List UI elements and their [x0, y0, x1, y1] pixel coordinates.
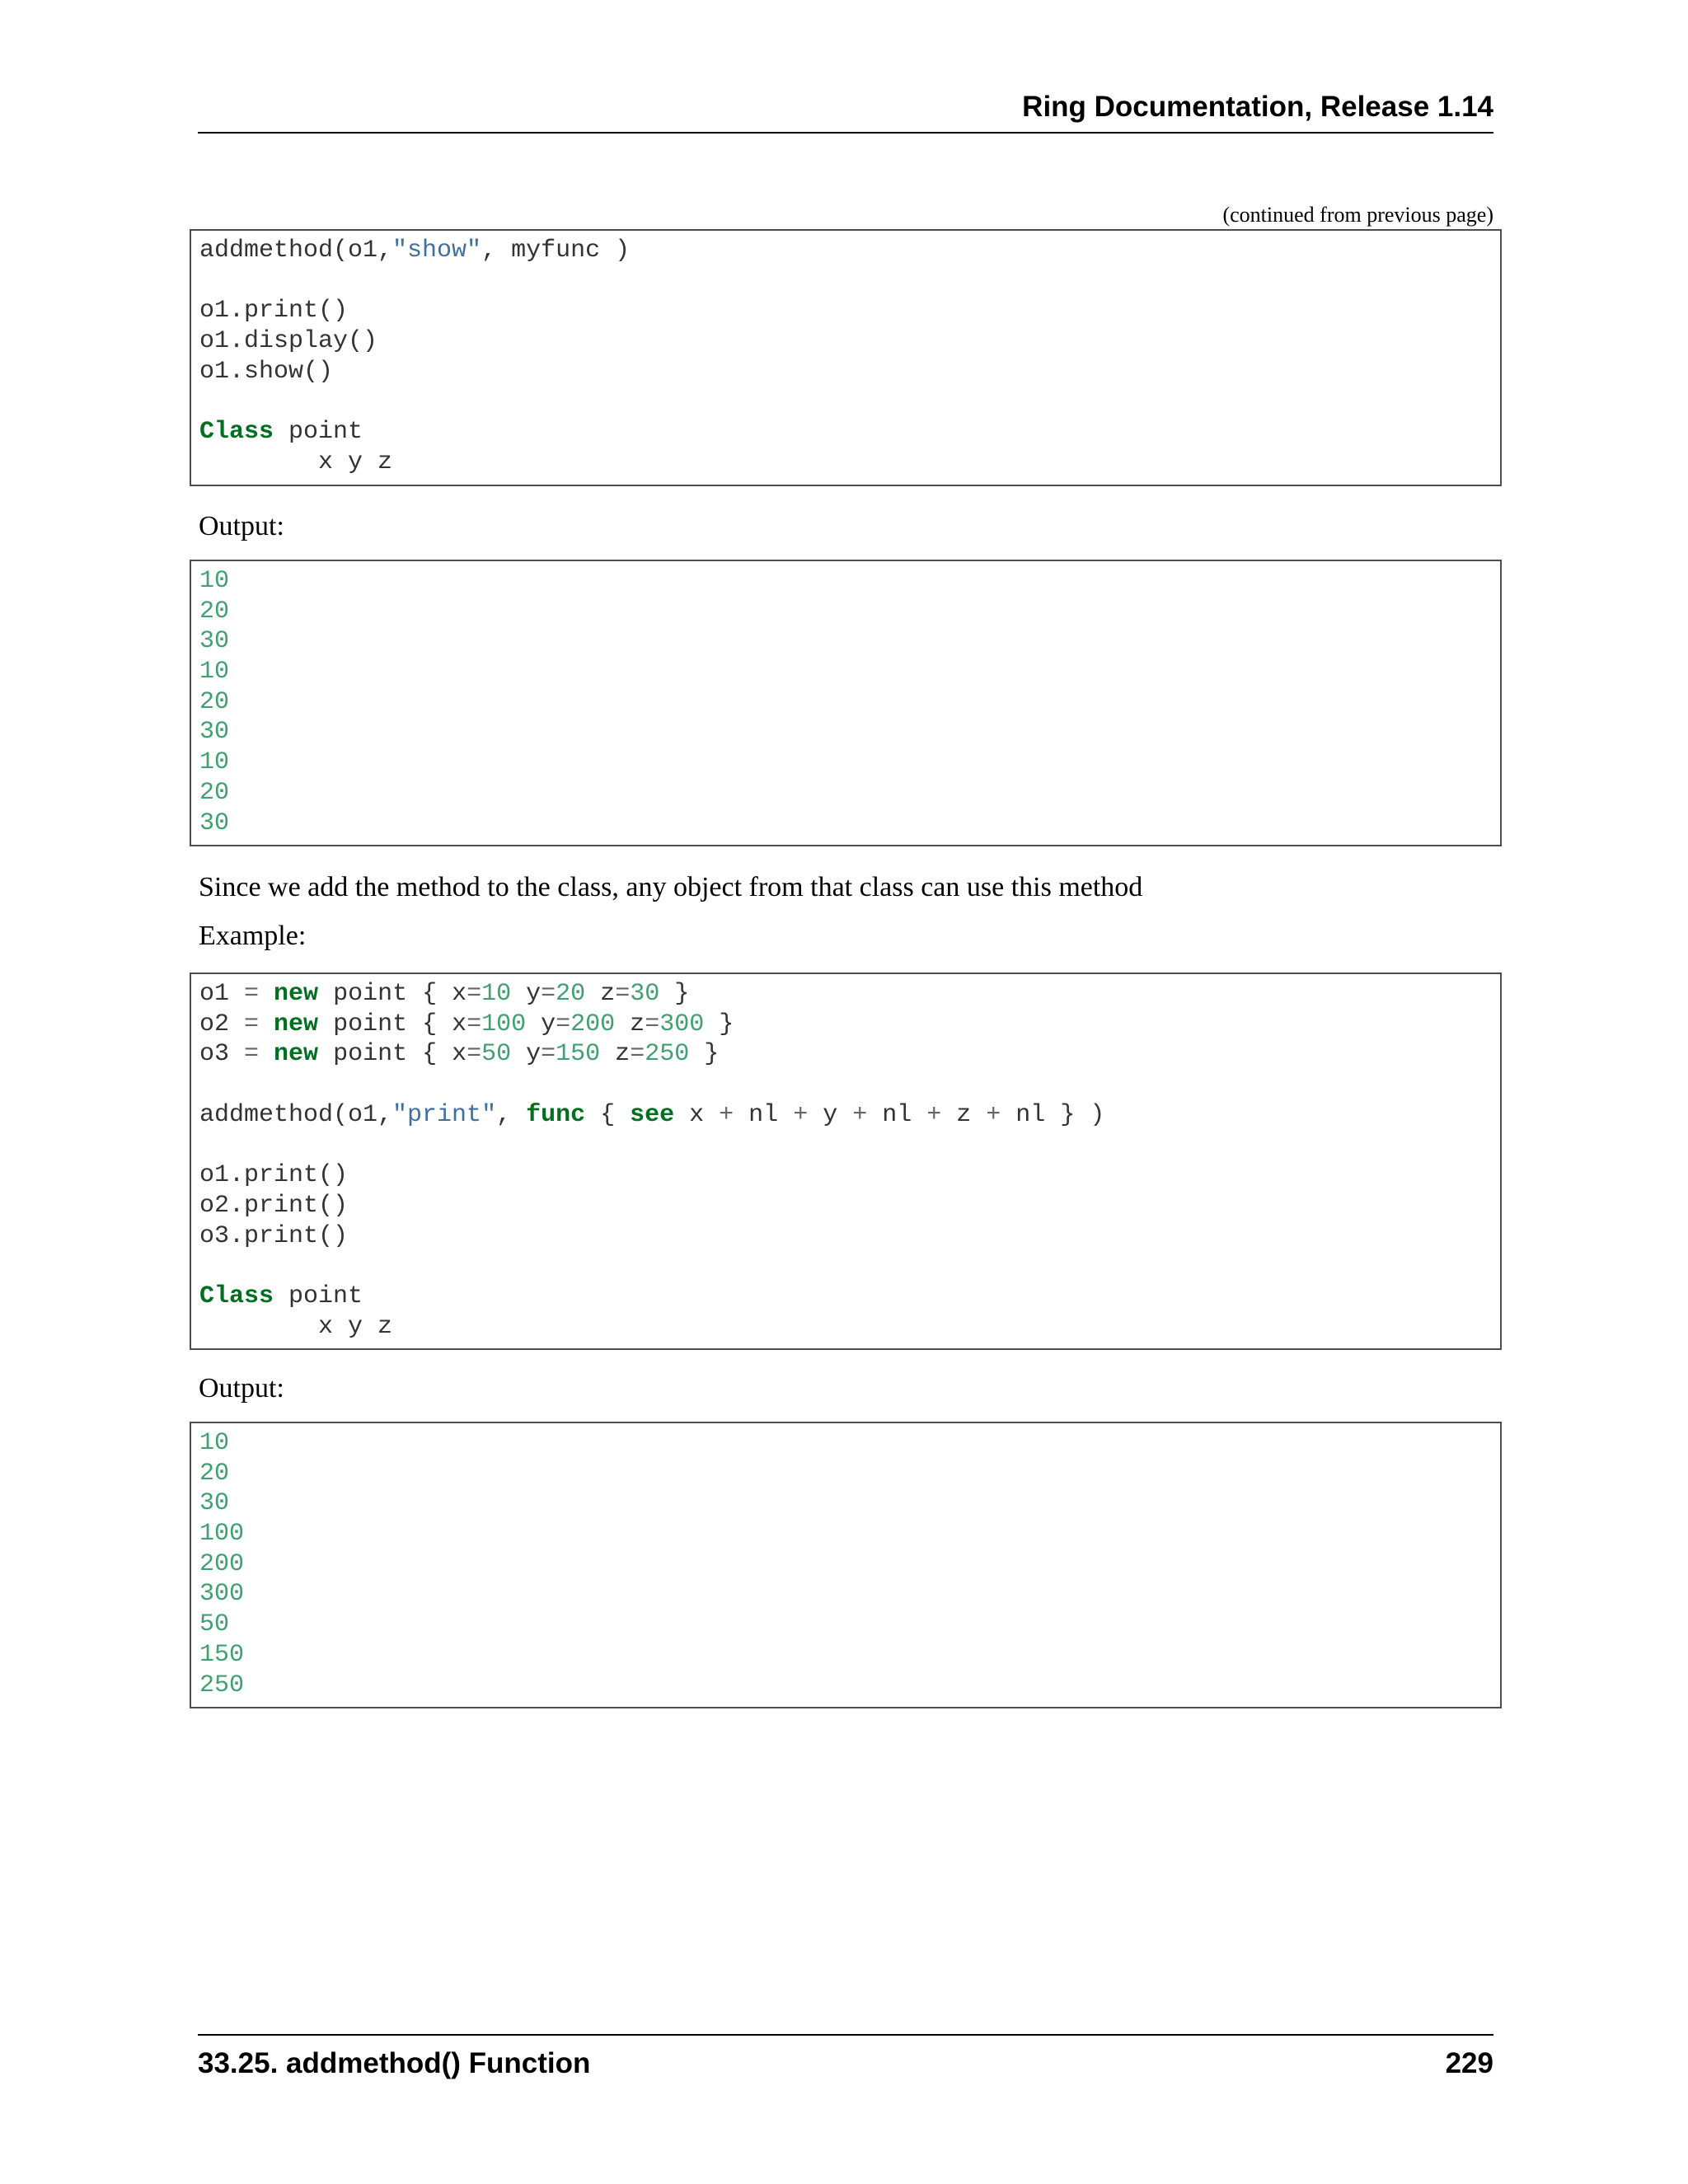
code-token — [259, 1010, 274, 1038]
code-token: { — [585, 1100, 631, 1129]
code-token: } — [659, 980, 690, 1008]
code-token: 30 — [630, 980, 660, 1008]
code-token: , myfunc ) — [481, 237, 631, 265]
code-token: + — [719, 1100, 734, 1129]
code-token: , — [496, 1100, 527, 1129]
page-number: 229 — [1445, 2047, 1493, 2079]
code-token: point { x — [318, 1010, 467, 1038]
code-token: = — [630, 1040, 645, 1069]
code-token: = — [541, 980, 556, 1008]
output-line: 30 — [199, 808, 230, 837]
code-token: 250 — [645, 1040, 690, 1069]
output-line: 50 — [199, 1610, 230, 1639]
code-token: o1.display() — [199, 327, 378, 356]
code-token: } — [689, 1040, 720, 1069]
code-token: 100 — [481, 1010, 527, 1038]
code-token: = — [244, 1010, 260, 1038]
code-token: z — [941, 1100, 987, 1129]
code-token: new — [274, 1040, 319, 1069]
code-token: addmethod(o1, — [199, 237, 393, 265]
output-line: 100 — [199, 1520, 245, 1549]
output-line: 150 — [199, 1640, 245, 1669]
code-token: 300 — [659, 1010, 705, 1038]
code-token: } — [704, 1010, 734, 1038]
code-block-1 — [190, 229, 1502, 486]
code-token: new — [274, 980, 319, 1008]
code-token: o2.print() — [199, 1191, 349, 1220]
code-token: 150 — [556, 1040, 601, 1069]
output-line: 200 — [199, 1549, 245, 1578]
continued-note: (continued from previous page) — [1222, 203, 1493, 227]
code-token: o1.print() — [199, 297, 349, 326]
code-token: = — [556, 1010, 571, 1038]
code-token: 200 — [570, 1010, 616, 1038]
code-token: o1 — [199, 980, 245, 1008]
code-token: o3 — [199, 1040, 245, 1069]
code-token: z — [615, 1010, 645, 1038]
code-token: z — [600, 1040, 631, 1069]
code-line — [199, 1251, 1492, 1282]
code-line — [199, 1191, 1492, 1221]
code-token: nl — [734, 1100, 794, 1129]
section-title: 33.25. addmethod() Function — [198, 2047, 591, 2079]
output-label-1: Output: — [199, 511, 284, 541]
output-line: 10 — [199, 748, 230, 777]
body-paragraph: Since we add the method to the class, any object from that class can use this method — [199, 872, 1143, 902]
code-line — [199, 236, 1492, 266]
code-block-2 — [190, 972, 1502, 1350]
code-token: + — [986, 1100, 1001, 1129]
output-line: 30 — [199, 627, 230, 656]
output-line: 10 — [199, 658, 230, 687]
code-line — [199, 448, 1492, 478]
code-token: "show" — [392, 237, 482, 265]
output-line: 20 — [199, 1459, 230, 1488]
code-token — [259, 980, 274, 1008]
code-line — [199, 1160, 1492, 1191]
code-token: o2 — [199, 1010, 245, 1038]
code-token: Class — [199, 418, 274, 447]
output-label-2: Output: — [199, 1373, 284, 1404]
code-token: = — [244, 980, 260, 1008]
code-token: Class — [199, 1282, 274, 1310]
code-token: z — [585, 980, 616, 1008]
page-footer — [198, 2034, 1493, 2085]
code-token: o1.show() — [199, 357, 334, 386]
code-token: = — [244, 1040, 260, 1069]
code-token: point — [274, 1282, 363, 1310]
code-token: see — [630, 1100, 675, 1129]
code-line — [199, 1221, 1492, 1252]
code-token: 50 — [481, 1040, 512, 1069]
code-token: = — [615, 980, 631, 1008]
code-token: + — [926, 1100, 942, 1129]
code-line — [199, 1312, 1492, 1343]
code-token: "print" — [392, 1100, 497, 1129]
code-line — [199, 417, 1492, 448]
code-line — [199, 979, 1492, 1010]
page-header — [198, 89, 1493, 134]
code-token: = — [467, 1010, 482, 1038]
output-listing-2 — [199, 1428, 1492, 1700]
code-token: + — [793, 1100, 809, 1129]
code-token: y — [808, 1100, 853, 1129]
code-token: = — [467, 980, 482, 1008]
code-token: = — [467, 1040, 482, 1069]
example-label: Example: — [199, 921, 307, 951]
code-token: x — [674, 1100, 720, 1129]
output-line: 20 — [199, 778, 230, 807]
code-listing-2 — [199, 979, 1492, 1342]
output-line: 300 — [199, 1580, 245, 1609]
code-token: 10 — [481, 980, 512, 1008]
code-line — [199, 1282, 1492, 1312]
code-token: x y z — [199, 448, 393, 476]
code-token: nl } ) — [1001, 1100, 1105, 1129]
output-block-2 — [190, 1422, 1502, 1708]
code-token: o1.print() — [199, 1161, 349, 1190]
code-token: point { x — [318, 980, 467, 1008]
code-listing-1 — [199, 236, 1492, 478]
code-token: o3.print() — [199, 1221, 349, 1250]
code-line — [199, 1100, 1492, 1131]
code-line — [199, 1039, 1492, 1070]
code-token: addmethod(o1, — [199, 1100, 393, 1129]
code-token: y — [511, 980, 542, 1008]
code-line — [199, 1130, 1492, 1160]
code-token: new — [274, 1010, 319, 1038]
output-line: 10 — [199, 567, 230, 595]
code-token — [259, 1040, 274, 1068]
code-token: 20 — [556, 980, 586, 1008]
output-listing-1 — [199, 566, 1492, 838]
output-line: 10 — [199, 1429, 230, 1457]
code-token: = — [541, 1040, 556, 1069]
output-line: 250 — [199, 1671, 245, 1699]
output-line: 20 — [199, 687, 230, 716]
code-token: point — [274, 418, 363, 447]
code-token: y — [526, 1010, 556, 1038]
code-line — [199, 387, 1492, 417]
code-line — [199, 1070, 1492, 1100]
code-token: = — [645, 1010, 660, 1038]
code-line — [199, 326, 1492, 357]
code-line — [199, 357, 1492, 387]
code-line — [199, 296, 1492, 326]
code-token: nl — [867, 1100, 927, 1129]
code-line — [199, 266, 1492, 297]
code-token: + — [852, 1100, 868, 1129]
output-line: 30 — [199, 718, 230, 747]
code-token: func — [526, 1100, 586, 1129]
code-token: point { x — [318, 1040, 467, 1069]
code-token: x y z — [199, 1312, 393, 1341]
output-line: 30 — [199, 1489, 230, 1518]
code-token: y — [511, 1040, 542, 1069]
output-block-1 — [190, 560, 1502, 846]
output-line: 20 — [199, 597, 230, 626]
code-line — [199, 1010, 1492, 1040]
document-title: Ring Documentation, Release 1.14 — [1022, 91, 1493, 123]
